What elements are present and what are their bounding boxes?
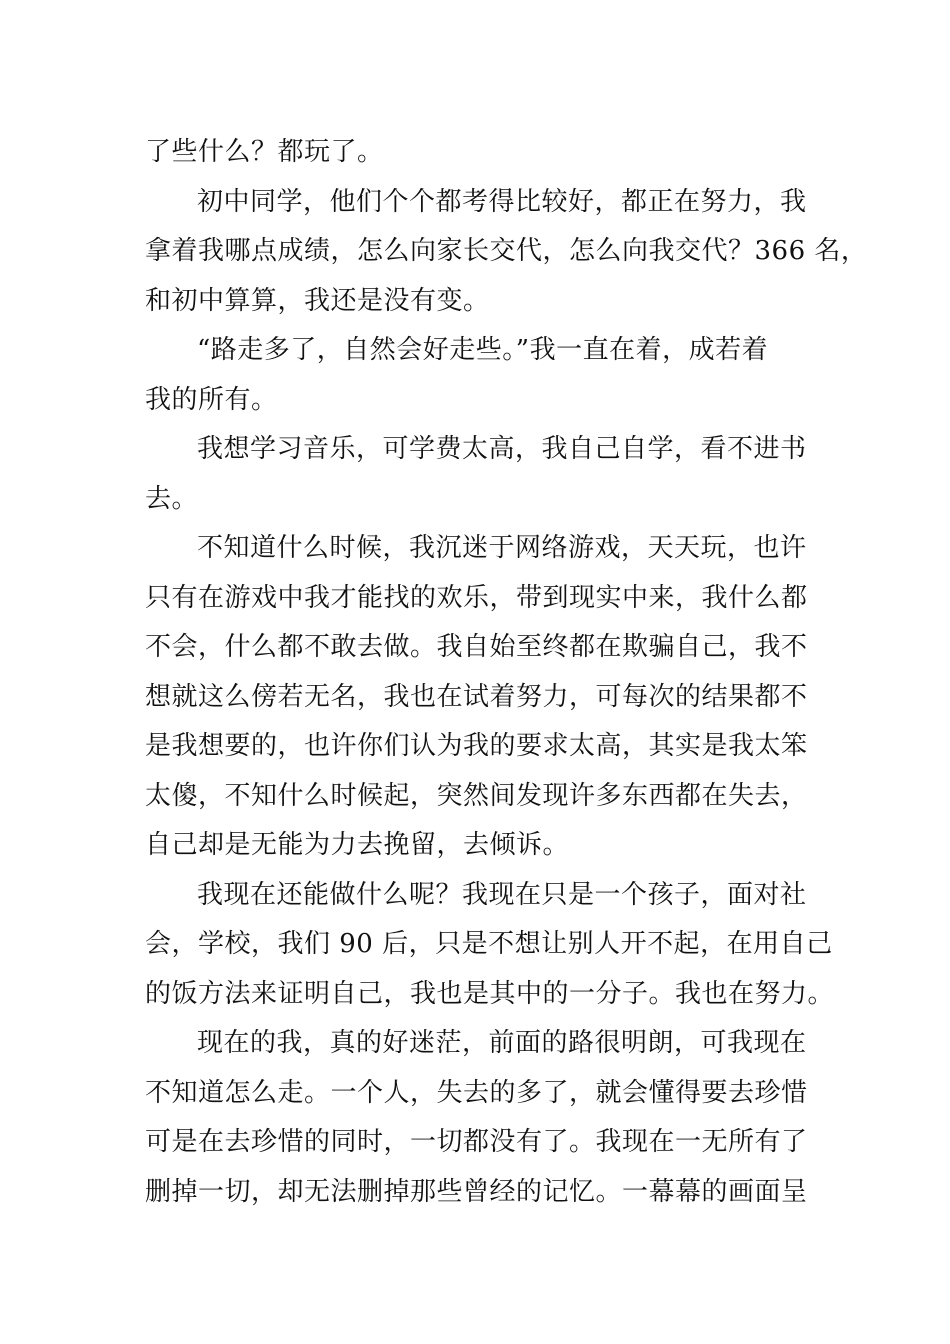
text-line: 的饭方法来证明自己，我也是其中的一分子。我也在努力。 <box>145 978 835 1009</box>
text-line: 现在的我，真的好迷茫，前面的路很明朗，可我现在 <box>197 1028 807 1058</box>
text-line: 只有在游戏中我才能找的欢乐，带到现实中来，我什么都 <box>145 582 808 613</box>
text-line: 不会，什么都不敢去做。我自始至终都在欺骗自己，我不 <box>145 632 808 662</box>
text-line: 删掉一切，却无法删掉那些曾经的记忆。一幕幕的画面呈 <box>145 1176 808 1207</box>
text-line: 不知道怎么走。一个人，失去的多了，就会懂得要去珍惜 <box>145 1077 808 1108</box>
text-line: 自己却是无能为力去挽留，去倾诉。 <box>145 830 570 860</box>
text-line: 初中同学，他们个个都考得比较好，都正在努力，我 <box>197 186 807 217</box>
text-line: 了些什么？都玩了。 <box>145 137 384 167</box>
text-line: 和初中算算，我还是没有变。 <box>145 285 490 316</box>
text-line: 不知道什么时候，我沉迷于网络游戏，天天玩，也许 <box>197 533 807 563</box>
body-text <box>145 128 868 1217</box>
text-line: 我的所有。 <box>145 384 278 415</box>
text-line: “路走多了，自然会好走些。”我一直在着，成若着 <box>197 335 769 365</box>
text-line: 拿着我哪点成绩，怎么向家长交代，怎么向我交代？366 名， <box>145 236 868 266</box>
text-line: 我现在还能做什么呢？我现在只是一个孩子，面对社 <box>197 879 807 910</box>
text-line: 是我想要的，也许你们认为我的要求太高，其实是我太笨 <box>145 731 808 761</box>
text-line: 去。 <box>145 483 199 514</box>
text-line: 想就这么傍若无名，我也在试着努力，可每次的结果都不 <box>145 681 808 712</box>
text-line: 会，学校，我们 90 后，只是不想让别人开不起，在用自己 <box>145 929 833 959</box>
text-line: 可是在去珍惜的同时，一切都没有了。我现在一无所有了 <box>145 1127 808 1157</box>
text-line: 我想学习音乐，可学费太高，我自己自学，看不进书 <box>197 434 807 464</box>
text-line: 太傻，不知什么时候起，突然间发现许多东西都在失去， <box>145 780 808 811</box>
